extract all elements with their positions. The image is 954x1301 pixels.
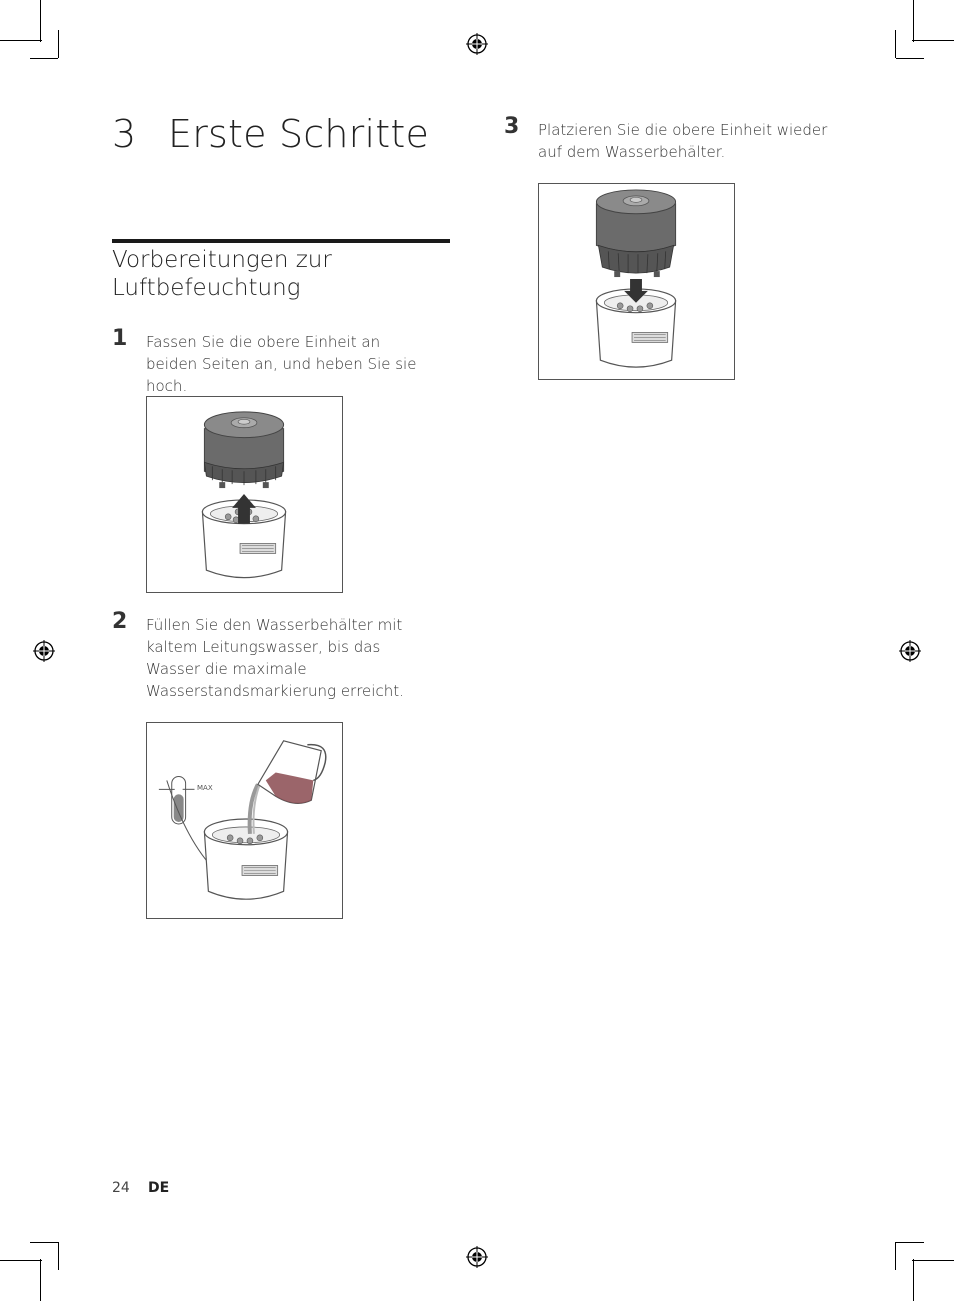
figure-lift-unit [146, 396, 343, 593]
crop-mark-tr-v2 [895, 30, 896, 58]
crop-mark-tr-v [913, 0, 914, 42]
step-1-text: Fassen Sie die obere Einheit an beiden Seiten an, und heben Sie sie hoch. [146, 333, 417, 395]
max-label: MAX [197, 784, 213, 792]
step-2-text: Füllen Sie den Wasserbehälter mit kaltem Leitungswasser, bis das Wasser die maximale Wasserstandsmarkierung erreicht. [146, 616, 404, 700]
crop-mark-br-v2 [895, 1242, 896, 1270]
step-1-number: 1 [112, 326, 128, 351]
crop-mark-tl-h [0, 40, 42, 41]
registration-mark-right [899, 640, 921, 662]
place-unit-illustration [539, 184, 734, 379]
fill-water-illustration [147, 723, 342, 918]
crop-mark-br-h2 [896, 1242, 924, 1243]
chapter-heading [112, 112, 429, 156]
language-code: DE [148, 1180, 170, 1196]
step-3-number: 3 [504, 114, 520, 139]
crop-mark-tl-v [40, 0, 41, 42]
crop-mark-bl-v2 [58, 1242, 59, 1270]
crop-mark-tr-h [912, 40, 954, 41]
crop-mark-bl-h2 [30, 1242, 58, 1243]
step-3-text: Platzieren Sie die obere Einheit wieder auf dem Wasserbehälter. [538, 121, 828, 161]
registration-mark-top [466, 33, 488, 55]
page-number: 24 [112, 1180, 130, 1196]
chapter-number: 3 [112, 112, 137, 156]
lift-unit-illustration [147, 397, 342, 592]
crop-mark-tr-h2 [896, 58, 924, 59]
figure-place-unit [538, 183, 735, 380]
crop-mark-br-v [913, 1259, 914, 1301]
crop-mark-tl-h2 [30, 58, 58, 59]
crop-mark-tl-v2 [58, 30, 59, 58]
crop-mark-bl-h [0, 1260, 42, 1261]
section-rule [112, 239, 450, 243]
crop-mark-bl-v [40, 1259, 41, 1301]
figure-fill-water [146, 722, 343, 919]
registration-mark-left [33, 640, 55, 662]
registration-mark-bottom [466, 1246, 488, 1268]
step-2-number: 2 [112, 609, 128, 634]
section-title: Vorbereitungen zur Luftbefeuchtung [112, 247, 332, 301]
chapter-title: Erste Schritte [168, 112, 430, 156]
crop-mark-br-h [912, 1260, 954, 1261]
